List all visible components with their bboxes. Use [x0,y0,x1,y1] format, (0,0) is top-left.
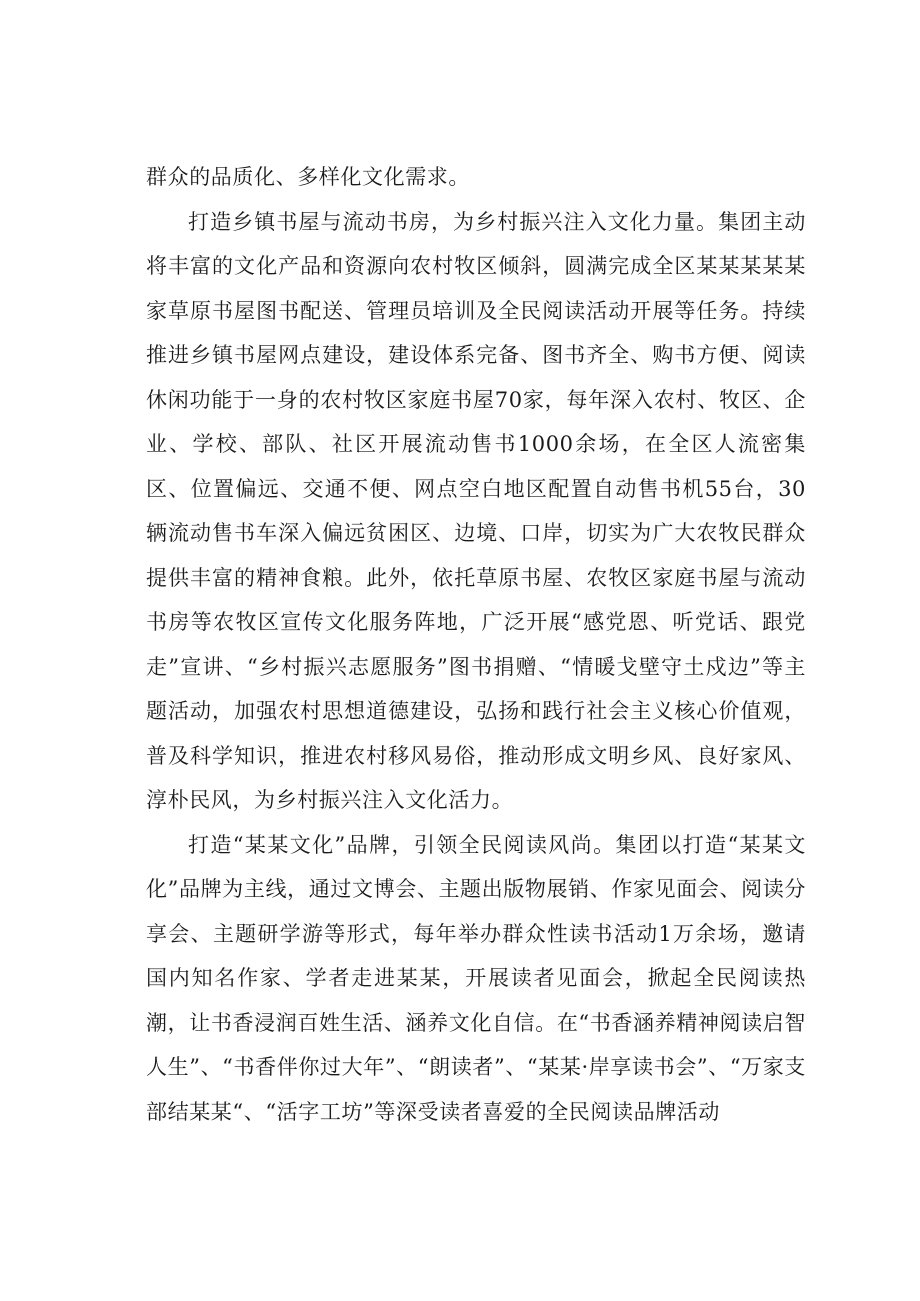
paragraph-continuation: 群众的品质化、多样化文化需求。 [146,165,470,189]
body-text [146,155,806,1134]
paragraph-culture-brand: 打造“某某文化”品牌，引领全民阅读风尚。集团以打造“某某文化”品牌为主线，通过文博会、主题出版物展销、作家见面会、阅读分享会、主题研学游等形式，每年举办群众性读书活动1万余场，邀请国内知名作家、学者走进某某，开展读者见面会，掀起全民阅读热潮，让书香浸润百姓生活、涵养文化自信。在“书香涵养精神阅读启智人生”、“书香伴你过大年”、“朗读者”、“某某·岸享读书会”、“万家支部结某某“、“活字工坊”等深受读者喜爱的全民阅读品牌活动 [146,832,806,1124]
paragraph-rural-bookstores: 打造乡镇书屋与流动书房，为乡村振兴注入文化力量。集团主动将丰富的文化产品和资源向农村牧区倾斜，圆满完成全区某某某某某家草原书屋图书配送、管理员培训及全民阅读活动开展等任务。持续推进乡镇书屋网点建设，建设体系完备、图书齐全、购书方便、阅读休闲功能于一身的农村牧区家庭书屋70家，每年深入农村、牧区、企业、学校、部队、社区开展流动售书1000余场，在全区人流密集区、位置偏远、交通不便、网点空白地区配置自动售书机55台，30辆流动售书车深入偏远贫困区、边境、口岸，切实为广大农牧民群众提供丰富的精神食粮。此外，依托草原书屋、农牧区家庭书屋与流动书房等农牧区宣传文化服务阵地，广泛开展“感党恩、听党话、跟党走”宣讲、“乡村振兴志愿服务”图书捐赠、“情暖戈壁守土戍边”等主题活动，加强农村思想道德建设，弘扬和践行社会主义核心价值观，普及科学知识，推进农村移风易俗，推动形成文明乡风、良好家风、淳朴民风，为乡村振兴注入文化活力。 [146,209,806,812]
